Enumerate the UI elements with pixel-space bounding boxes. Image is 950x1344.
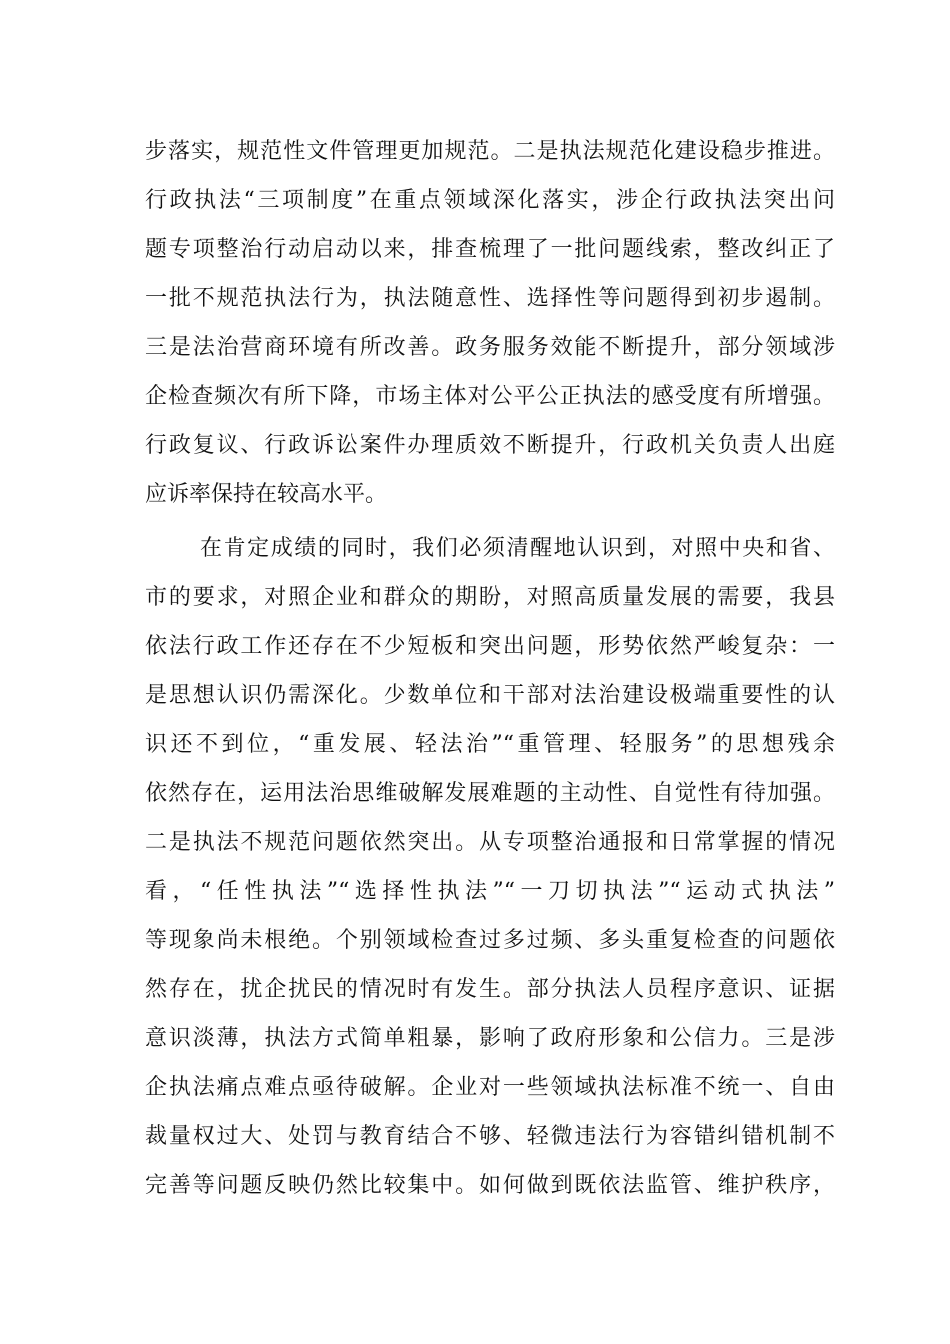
text-line: 行政执法“三项制度”在重点领域深化落实，涉企行政执法突出问	[145, 188, 835, 213]
text-line: 识还不到位，“重发展、轻法治”“重管理、轻服务”的思想残余	[145, 732, 835, 757]
text-line: 企检查频次有所下降，市场主体对公平公正执法的感受度有所增强。	[145, 384, 835, 409]
text-line: 依然存在，运用法治思维破解发展难题的主动性、自觉性有待加强。	[145, 781, 835, 806]
text-line: 题专项整治行动启动以来，排查梳理了一批问题线索，整改纠正了	[145, 237, 835, 262]
text-line: 然存在，扰企扰民的情况时有发生。部分执法人员程序意识、证据	[145, 977, 835, 1002]
text-line: 在肯定成绩的同时，我们必须清醒地认识到，对照中央和省、	[200, 536, 835, 561]
text-line: 企执法痛点难点亟待破解。企业对一些领域执法标准不统一、自由	[145, 1075, 835, 1100]
text-line: 意识淡薄，执法方式简单粗暴，影响了政府形象和公信力。三是涉	[145, 1026, 835, 1051]
text-line: 看，“任性执法”“选择性执法”“一刀切执法”“运动式执法”	[145, 879, 835, 904]
text-line: 二是执法不规范问题依然突出。从专项整治通报和日常掌握的情况	[145, 830, 835, 855]
text-line: 完善等问题反映仍然比较集中。如何做到既依法监管、维护秩序，	[145, 1173, 835, 1198]
text-line: 等现象尚未根绝。个别领域检查过多过频、多头重复检查的问题依	[145, 928, 835, 953]
text-line: 依法行政工作还存在不少短板和突出问题，形势依然严峻复杂：一	[145, 634, 835, 659]
text-line: 行政复议、行政诉讼案件办理质效不断提升，行政机关负责人出庭	[145, 433, 835, 458]
text-line: 三是法治营商环境有所改善。政务服务效能不断提升，部分领域涉	[145, 335, 835, 360]
text-line: 步落实，规范性文件管理更加规范。二是执法规范化建设稳步推进。	[145, 139, 835, 164]
text-line: 应诉率保持在较高水平。	[145, 482, 388, 507]
text-line: 是思想认识仍需深化。少数单位和干部对法治建设极端重要性的认	[145, 683, 835, 708]
text-line: 裁量权过大、处罚与教育结合不够、轻微违法行为容错纠错机制不	[145, 1124, 835, 1149]
text-line: 一批不规范执法行为，执法随意性、选择性等问题得到初步遏制。	[145, 286, 835, 311]
text-line: 市的要求，对照企业和群众的期盼，对照高质量发展的需要，我县	[145, 585, 835, 610]
